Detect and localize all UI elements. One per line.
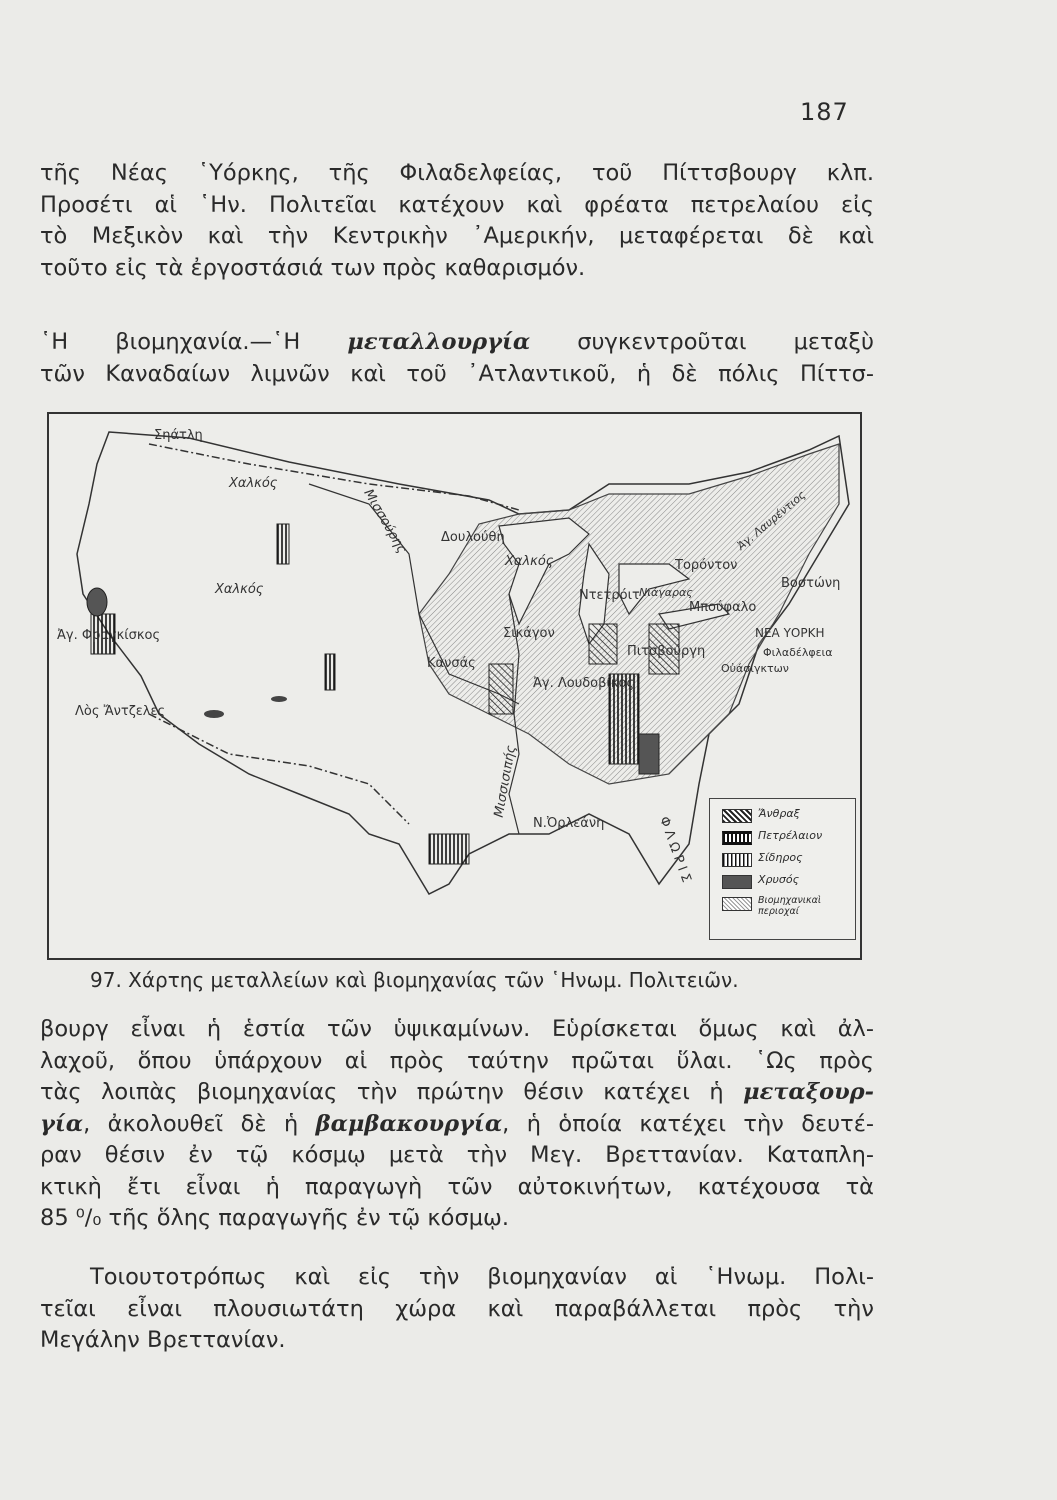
legend-label: Χρυσός <box>758 873 800 886</box>
iron-patch <box>277 524 289 564</box>
label-niagara: Νιάγαρας <box>639 586 693 599</box>
text-fragment: , ἀκολουθεῖ δὲ ἡ <box>83 1110 316 1137</box>
label-buffalo: Μπούφαλο <box>689 600 757 615</box>
anthrax-patch <box>489 664 513 714</box>
legend-label: Σίδηρος <box>758 851 803 864</box>
label-pittsburgh: Πιτσβούργη <box>627 644 706 659</box>
label-florida: ΦΛΩΡΙΣ <box>655 814 695 889</box>
section-heading: ῾Η βιομηχανία.—῾Η <box>40 329 348 355</box>
legend-label: Βιομηχανικαὶ περιοχαί <box>758 895 822 917</box>
paragraph-3 <box>40 1014 874 1235</box>
text-line: κτικὴ ἔτι εἶναι ἡ παραγωγὴ τῶν αὐτοκινήτων, κατέχουσα τὰ <box>40 1173 874 1200</box>
label-missouri: Μισσούρης <box>360 486 410 557</box>
industry-swatch <box>722 897 752 911</box>
label-copper-lakes: Χαλκός <box>505 554 554 569</box>
paragraph-2 <box>40 327 874 390</box>
label-san-francisco: Ἀγ. Φραγκίσκος <box>57 628 161 643</box>
label-st-lawrence: Ἀγ. Λαυρέντιος <box>734 488 809 553</box>
emphasis-silk-end: γία <box>40 1110 84 1137</box>
label-philadelphia: Φιλαδέλφεια <box>763 646 833 659</box>
gold-patch <box>204 710 224 718</box>
label-seattle: Σηάτλη <box>154 428 203 443</box>
text-line: τεῖαι εἶναι πλουσιωτάτη χώρα καὶ παραβάλλεται πρὸς τὴν <box>40 1295 874 1322</box>
petrol-swatch <box>722 831 752 845</box>
iron-patch <box>325 654 335 690</box>
label-washington: Οὐάσιγκτων <box>721 662 789 675</box>
text-line <box>40 327 874 359</box>
text-line: Προσέτι αἱ ῾Ην. Πολιτεῖαι κατέχουν καὶ φρέατα πετρελαίου εἰς <box>40 191 874 218</box>
mexico-border <box>149 714 409 824</box>
text-fragment: , ἡ ὁποία κατέχει τὴν δευτέ- <box>502 1110 874 1137</box>
text-line: Τοιουτοτρόπως καὶ εἰς τὴν βιομηχανίαν αἱ ῾Ηνωμ. Πολι- <box>90 1264 874 1290</box>
gold-patch <box>271 696 287 702</box>
text-line: τοῦτο εἰς τὰ ἐργοστάσιά των πρὸς καθαρισμόν. <box>40 254 586 281</box>
text-line: τῆς Νέας ῾Υόρκης, τῆς Φιλαδελφείας, τοῦ Πίττσβουργ κλπ. <box>40 160 874 186</box>
text-line: βουργ εἶναι ἡ ἑστία τῶν ὑψικαμίνων. Εὑρίσκεται ὅμως καὶ ἀλ- <box>40 1016 874 1042</box>
label-detroit: Ντετρόιτ <box>579 588 640 603</box>
text-fragment: τὰς λοιπὰς βιομηχανίας τὴν πρώτην θέσιν κατέχει ἡ <box>40 1079 744 1105</box>
label-new-orleans: Ν.Ὀρλεάνη <box>533 816 605 831</box>
text-line: λαχοῦ, ὅπου ὑπάρχουν αἱ πρὸς ταύτην πρῶται ὕλαι. ῾Ως πρὸς <box>40 1047 874 1074</box>
iron-patch <box>429 834 469 864</box>
label-st-louis: Ἀγ. Λουδοβίκος <box>533 676 635 691</box>
legend-label: Πετρέλαιον <box>758 829 823 842</box>
text-line: τὸ Μεξικὸν καὶ τὴν Κεντρικὴν ᾿Αμερικήν, μεταφέρεται δὲ καὶ <box>40 223 874 249</box>
label-chicago: Σικάγον <box>503 626 555 641</box>
legend-label: Ἄνθραξ <box>758 807 800 820</box>
map-legend <box>709 798 856 940</box>
gold-patch <box>639 734 659 774</box>
text-fragment: συγκεντροῦται μεταξὺ <box>530 329 874 355</box>
label-kansas: Κανσάς <box>427 656 476 671</box>
label-toronto: Τορόντον <box>675 558 738 573</box>
label-mississippi: Μισσισιπής <box>491 744 520 819</box>
map-figure <box>47 412 862 960</box>
text-line: ραν θέσιν ἐν τῷ κόσμῳ μετὰ τὴν Μεγ. Βρεττανίαν. Καταπλη- <box>40 1142 874 1168</box>
anthrax-patch <box>589 624 617 664</box>
label-los-angeles: Λὸς Ἄντζελες <box>75 704 166 719</box>
emphasis-silk: μεταξουρ- <box>743 1079 874 1105</box>
canada-border <box>149 444 519 510</box>
iron-swatch <box>722 853 752 867</box>
emphasis-cotton: βαμβακουργία <box>315 1110 503 1137</box>
text-line: Μεγάλην Βρεττανίαν. <box>40 1327 286 1353</box>
gold-patch <box>87 588 107 616</box>
label-duluth: Δουλούθη <box>441 530 505 545</box>
text-line <box>40 1077 874 1109</box>
label-copper-west: Χαλκός <box>215 582 264 597</box>
text-line: 85 ⁰/₀ τῆς ὅλης παραγωγῆς ἐν τῷ κόσμῳ. <box>40 1205 510 1231</box>
label-boston: Βοστώνη <box>781 576 841 591</box>
label-copper-north: Χαλκός <box>229 476 278 491</box>
gold-swatch <box>722 875 752 889</box>
anthrax-swatch <box>722 809 752 823</box>
text-line: τῶν Καναδαίων λιμνῶν καὶ τοῦ ᾿Ατλαντικοῦ, ἡ δὲ πόλις Πίττσ- <box>40 360 874 387</box>
figure-caption: 97. Χάρτης μεταλλείων καὶ βιομηχανίας τῶν ῾Ηνωμ. Πολιτειῶν. <box>90 968 739 992</box>
page-number: 187 <box>800 98 849 126</box>
text-line <box>40 1109 874 1141</box>
emphasis-metallurgy: μεταλλουργία <box>347 329 531 355</box>
label-new-york: ΝΕΑ ΥΟΡΚΗ <box>755 626 825 640</box>
paragraph-1 <box>40 158 874 284</box>
paragraph-4 <box>40 1262 874 1357</box>
